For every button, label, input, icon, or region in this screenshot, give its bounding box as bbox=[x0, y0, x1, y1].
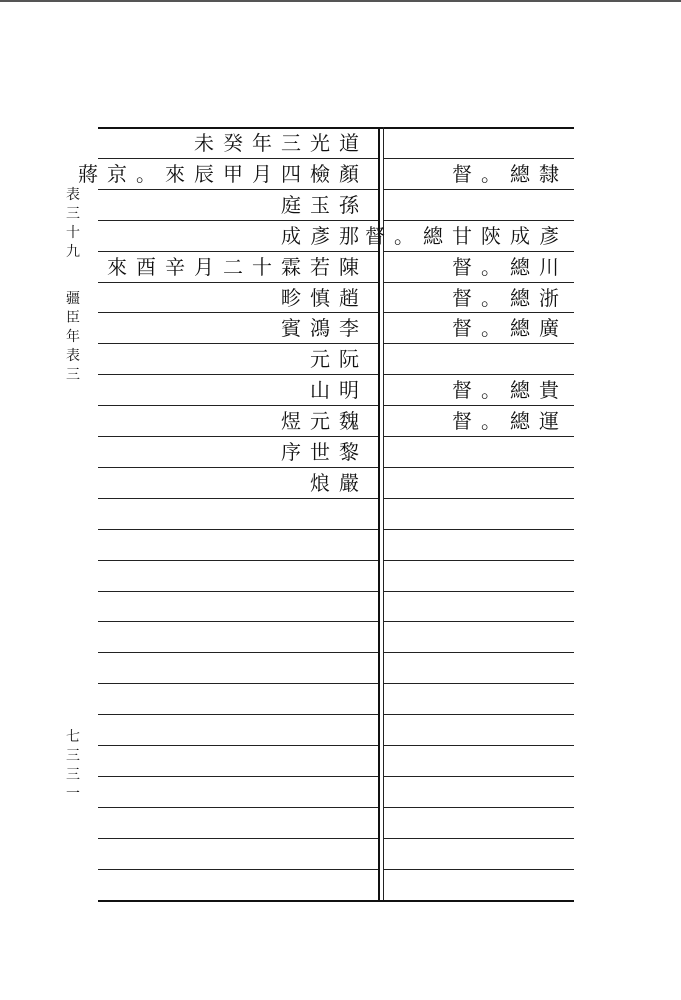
row-rule-left bbox=[98, 621, 378, 622]
row-rule-left bbox=[98, 683, 378, 684]
left-cell-text: 庭玉孫 bbox=[281, 193, 368, 217]
right-cell bbox=[391, 128, 568, 158]
left-cell bbox=[98, 252, 368, 282]
right-cell bbox=[391, 283, 568, 313]
right-cell-text: 督。總浙 bbox=[452, 286, 568, 310]
page-top-edge bbox=[0, 0, 681, 2]
left-cell-text: 序世黎 bbox=[281, 440, 368, 464]
right-cell-text: 督。總貴 bbox=[452, 378, 568, 402]
row-rule-right bbox=[384, 560, 574, 561]
margin-title: 表 三 十 九 bbox=[66, 187, 80, 260]
right-cell-text: 督。總隸 bbox=[452, 162, 568, 186]
row-rule-right bbox=[384, 869, 574, 870]
right-cell bbox=[391, 159, 568, 189]
right-cell-text: 督。總廣 bbox=[452, 316, 568, 340]
row-rule-right bbox=[384, 776, 574, 777]
right-cell bbox=[365, 221, 568, 251]
row-rule-right bbox=[384, 652, 574, 653]
right-cell-text: 督。總甘陝成彥 bbox=[365, 224, 568, 248]
row-rule-left bbox=[98, 869, 378, 870]
row-rule-right bbox=[384, 498, 574, 499]
row-rule-right bbox=[384, 683, 574, 684]
page-number: 七 三 三 一 bbox=[66, 729, 80, 802]
row-rule-right bbox=[384, 714, 574, 715]
row-rule-left bbox=[98, 807, 378, 808]
right-cell bbox=[391, 313, 568, 343]
left-cell-text: 賓鴻李 bbox=[281, 316, 368, 340]
right-cell bbox=[391, 190, 568, 220]
left-cell-text: 未癸年三光道 bbox=[194, 131, 368, 155]
right-cell bbox=[391, 437, 568, 467]
left-cell-text: 元阮 bbox=[310, 347, 368, 371]
row-rule-left bbox=[98, 745, 378, 746]
row-rule-left bbox=[98, 714, 378, 715]
left-cell-text: 畛慎趙 bbox=[281, 286, 368, 310]
left-cell bbox=[98, 313, 368, 343]
row-rule-left bbox=[98, 560, 378, 561]
left-cell bbox=[78, 159, 368, 189]
row-rule-left bbox=[98, 838, 378, 839]
margin-subtitle: 疆 臣 年 表 三 bbox=[66, 291, 80, 383]
left-cell-text: 成彥那 bbox=[281, 224, 368, 248]
left-cell-text: 蔣京。來辰甲月四檢顏 bbox=[78, 162, 368, 186]
row-rule-right bbox=[384, 621, 574, 622]
left-cell bbox=[98, 437, 368, 467]
row-rule-right bbox=[384, 745, 574, 746]
row-rule-right bbox=[384, 591, 574, 592]
right-cell-text: 督。總運 bbox=[452, 409, 568, 433]
row-rule-left bbox=[98, 498, 378, 499]
right-cell bbox=[391, 375, 568, 405]
left-cell bbox=[98, 375, 368, 405]
row-rule-right bbox=[384, 838, 574, 839]
right-cell bbox=[391, 252, 568, 282]
left-cell-text: 來酉辛月二十霖若陳 bbox=[107, 255, 368, 279]
row-rule-left bbox=[98, 591, 378, 592]
row-rule-left bbox=[98, 776, 378, 777]
left-cell-text: 烺嚴 bbox=[310, 471, 368, 495]
row-rule-left bbox=[98, 529, 378, 530]
left-cell-text: 山明 bbox=[310, 378, 368, 402]
row-rule-right bbox=[384, 529, 574, 530]
left-cell bbox=[98, 190, 368, 220]
row-rule-left bbox=[98, 652, 378, 653]
right-cell bbox=[391, 468, 568, 498]
left-cell bbox=[98, 283, 368, 313]
left-cell-text: 煜元魏 bbox=[281, 409, 368, 433]
left-cell bbox=[98, 128, 368, 158]
right-cell bbox=[391, 344, 568, 374]
left-cell bbox=[98, 344, 368, 374]
left-cell bbox=[98, 406, 368, 436]
left-cell bbox=[98, 468, 368, 498]
right-cell bbox=[391, 406, 568, 436]
table-bottom-rule bbox=[98, 900, 574, 902]
right-cell-text: 督。總川 bbox=[452, 255, 568, 279]
left-cell bbox=[98, 221, 368, 251]
row-rule-right bbox=[384, 807, 574, 808]
